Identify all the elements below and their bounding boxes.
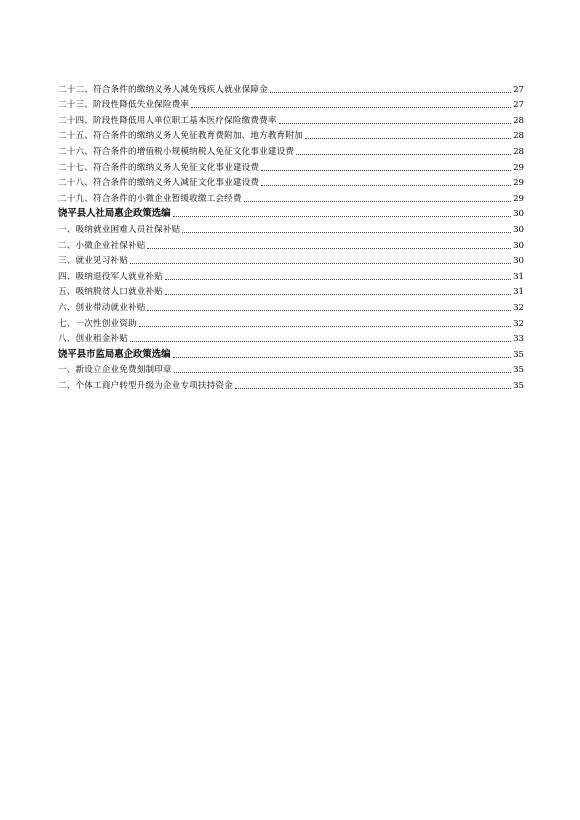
dot-leader: [296, 154, 511, 155]
toc-page-number: 33: [513, 334, 524, 345]
toc-entry[interactable]: [58, 329, 524, 345]
dot-leader: [147, 248, 511, 249]
toc-page-number: 35: [513, 380, 524, 391]
toc-entry[interactable]: [58, 79, 524, 95]
toc-entry[interactable]: [58, 282, 524, 298]
dot-leader: [139, 326, 511, 327]
toc-page-number: 28: [513, 146, 524, 157]
dot-leader: [182, 232, 511, 233]
toc-entry[interactable]: [58, 126, 524, 142]
toc-entry[interactable]: [58, 173, 524, 189]
toc-page-number: 27: [513, 84, 524, 95]
toc-entry[interactable]: [58, 375, 524, 391]
toc-page-number: 30: [513, 224, 524, 235]
table-of-contents: [58, 79, 524, 391]
toc-entry[interactable]: [58, 313, 524, 329]
toc-page-number: 32: [513, 302, 524, 313]
dot-leader: [279, 123, 511, 124]
dot-leader: [130, 341, 511, 342]
toc-entry-title: 二十三、阶段性降低失业保险费率: [58, 100, 190, 111]
toc-page-number: 35: [513, 365, 524, 376]
toc-entry-title: 二十九、符合条件的小微企业暂缓收缴工会经费: [58, 193, 242, 204]
toc-entry-title: 三、就业见习补贴: [58, 256, 128, 267]
toc-page-number: 29: [513, 162, 524, 173]
toc-entry-title: 饶平县人社局惠企政策选编: [58, 208, 171, 220]
dot-leader: [261, 185, 511, 186]
dot-leader: [235, 388, 511, 389]
dot-leader: [244, 201, 511, 202]
toc-page-number: 28: [513, 115, 524, 126]
dot-leader: [165, 294, 511, 295]
toc-entry-title: 七、一次性创业资助: [58, 318, 137, 329]
toc-page-number: 28: [513, 131, 524, 142]
toc-entry-title: 二十二、符合条件的缴纳义务人减免残疾人就业保障金: [58, 84, 268, 95]
toc-page-number: 29: [513, 178, 524, 189]
toc-entry[interactable]: [58, 235, 524, 251]
toc-entry[interactable]: [58, 297, 524, 313]
toc-entry-title: 一、新设立企业免费刻制印章: [58, 365, 172, 376]
dot-leader: [173, 357, 512, 358]
toc-page-number: 31: [513, 287, 524, 298]
toc-entry-title: 二十六、符合条件的增值税小规模纳税人免征文化事业建设费: [58, 146, 295, 157]
toc-page-number: 35: [513, 349, 524, 360]
toc-entry[interactable]: [58, 157, 524, 173]
dot-leader: [261, 170, 511, 171]
toc-entry-title: 二、个体工商户转型升级为企业专项扶持资金: [58, 380, 233, 391]
toc-page-number: 30: [513, 256, 524, 267]
toc-entry[interactable]: [58, 251, 524, 267]
toc-entry-title: 二十四、阶段性降低用人单位职工基本医疗保险缴费费率: [58, 115, 277, 126]
toc-page-number: 29: [513, 193, 524, 204]
dot-leader: [147, 310, 511, 311]
dot-leader: [270, 92, 511, 93]
toc-entry[interactable]: [58, 95, 524, 111]
toc-section-heading[interactable]: [58, 204, 524, 220]
toc-entry-title: 八、创业租金补贴: [58, 334, 128, 345]
toc-page-number: 32: [513, 318, 524, 329]
toc-entry[interactable]: [58, 188, 524, 204]
toc-entry[interactable]: [58, 141, 524, 157]
toc-entry-title: 四、吸纳退役军人就业补贴: [58, 271, 163, 282]
toc-entry-title: 二十七、符合条件的缴纳义务人免征文化事业建设费: [58, 162, 260, 173]
toc-page-number: 30: [513, 209, 524, 220]
toc-page-number: 31: [513, 271, 524, 282]
toc-entry[interactable]: [58, 110, 524, 126]
toc-page-number: 30: [513, 240, 524, 251]
toc-entry-title: 五、吸纳脱贫人口就业补贴: [58, 287, 163, 298]
dot-leader: [174, 372, 511, 373]
toc-entry[interactable]: [58, 219, 524, 235]
toc-entry-title: 一、吸纳就业困难人员社保补贴: [58, 224, 181, 235]
dot-leader: [305, 138, 511, 139]
toc-entry-title: 二十五、符合条件的缴纳义务人免征教育费附加、地方教育附加: [58, 131, 303, 142]
toc-entry-title: 饶平县市监局惠企政策选编: [58, 348, 171, 360]
dot-leader: [173, 216, 512, 217]
toc-section-heading[interactable]: [58, 344, 524, 360]
dot-leader: [130, 263, 511, 264]
toc-entry-title: 二、小微企业社保补贴: [58, 240, 146, 251]
toc-entry-title: 六、创业带动就业补贴: [58, 302, 146, 313]
toc-page-number: 27: [513, 100, 524, 111]
toc-entry[interactable]: [58, 266, 524, 282]
toc-entry-title: 二十八、符合条件的缴纳义务人减征文化事业建设费: [58, 178, 260, 189]
dot-leader: [165, 279, 511, 280]
dot-leader: [191, 107, 511, 108]
toc-entry[interactable]: [58, 360, 524, 376]
